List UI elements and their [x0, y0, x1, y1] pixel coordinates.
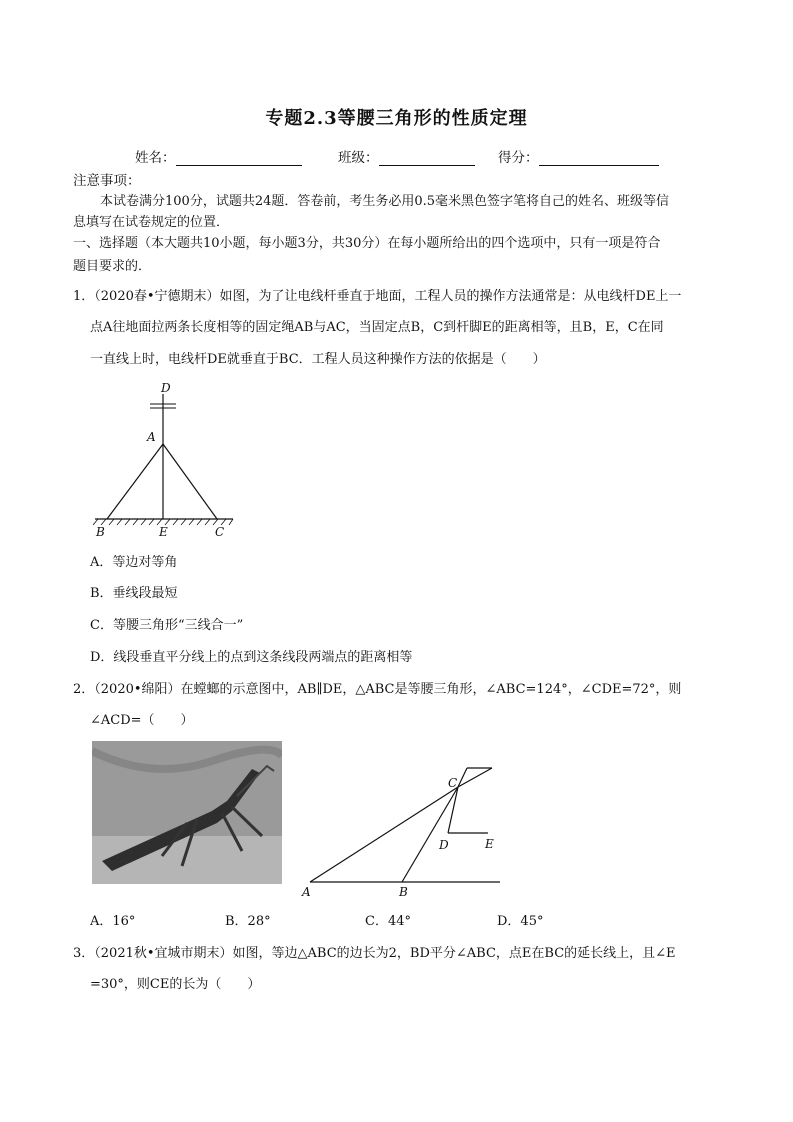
label-B: B — [96, 525, 105, 539]
q2-figure-mantis-diagram — [298, 762, 508, 902]
label-A: A — [302, 885, 311, 899]
section-heading-line-1: 一、选择题（本大题共10小题，每小题3分，共30分）在每小题所给出的四个选项中，只有一项是符合 — [73, 236, 661, 251]
score-field[interactable] — [498, 146, 659, 166]
q1-option-d[interactable]: D．线段垂直平分线上的点到这条线段两端点的距离相等 — [90, 650, 413, 665]
q1-line-1: 1．（2020春•宁德期末）如图，为了让电线杆垂直于地面，工程人员的操作方法通常是：从电线杆DE上一 — [73, 289, 682, 304]
q3-line-1: 3．（2021秋•宜城市期末）如图，等边△ABC的边长为2，BD平分∠ABC，点E在BC的延长线上，且∠E — [73, 946, 676, 961]
mantis-photo-drawing — [92, 741, 282, 884]
score-blank[interactable] — [539, 151, 659, 166]
q3-line-2: =30°，则CE的长为（ ） — [90, 977, 261, 992]
label-E: E — [159, 525, 168, 539]
section-heading-line-2: 题目要求的． — [73, 259, 152, 274]
q2-option-c[interactable]: C．44° — [365, 914, 411, 929]
q1-option-b[interactable]: B．垂线段最短 — [90, 586, 178, 601]
label-C: C — [448, 776, 458, 790]
name-field[interactable] — [135, 146, 302, 166]
class-blank[interactable] — [379, 151, 475, 166]
label-C: C — [215, 525, 225, 539]
q2-line-1: 2．（2020•绵阳）在螳螂的示意图中，AB∥DE，△ABC是等腰三角形，∠ABC=124°，∠CDE=72°，则 — [73, 682, 682, 697]
q2-option-a[interactable]: A．16° — [90, 914, 136, 929]
score-label: 得分： — [498, 150, 539, 166]
name-blank[interactable] — [176, 151, 302, 166]
q2-option-b[interactable]: B．28° — [225, 914, 271, 929]
class-field[interactable] — [338, 146, 475, 166]
notice-heading: 注意事项： — [73, 173, 141, 189]
q1-option-a[interactable]: A．等边对等角 — [90, 555, 178, 570]
notice-line-2: 息填写在试卷规定的位置． — [73, 215, 230, 230]
q1-line-2: 点A往地面拉两条长度相等的固定绳AB与AC，当固定点B，C到杆脚E的距离相等，且B，E，C在同 — [90, 320, 664, 335]
q2-line-2: ∠ACD=（ ） — [90, 713, 194, 728]
page-title: 专题2.3等腰三角形的性质定理 — [265, 108, 528, 129]
mantis-photo — [92, 741, 282, 884]
label-D: D — [439, 838, 449, 852]
notice-line-1: 本试卷满分100分，试题共24题．答卷前，考生务必用0.5毫米黑色签字笔将自己的姓名、班级等信 — [100, 194, 670, 209]
label-D: D — [161, 381, 171, 395]
q1-line-3: 一直线上时，电线杆DE就垂直于BC．工程人员这种操作方法的依据是（ ） — [90, 352, 546, 367]
label-A: A — [147, 430, 156, 444]
q1-option-c[interactable]: C．等腰三角形“三线合一” — [90, 618, 244, 633]
q1-figure-utility-pole — [90, 380, 240, 542]
name-label: 姓名： — [135, 150, 176, 166]
q2-option-d[interactable]: D．45° — [497, 914, 544, 929]
label-E: E — [485, 837, 494, 851]
class-label: 班级： — [338, 150, 379, 166]
label-B: B — [399, 885, 408, 899]
